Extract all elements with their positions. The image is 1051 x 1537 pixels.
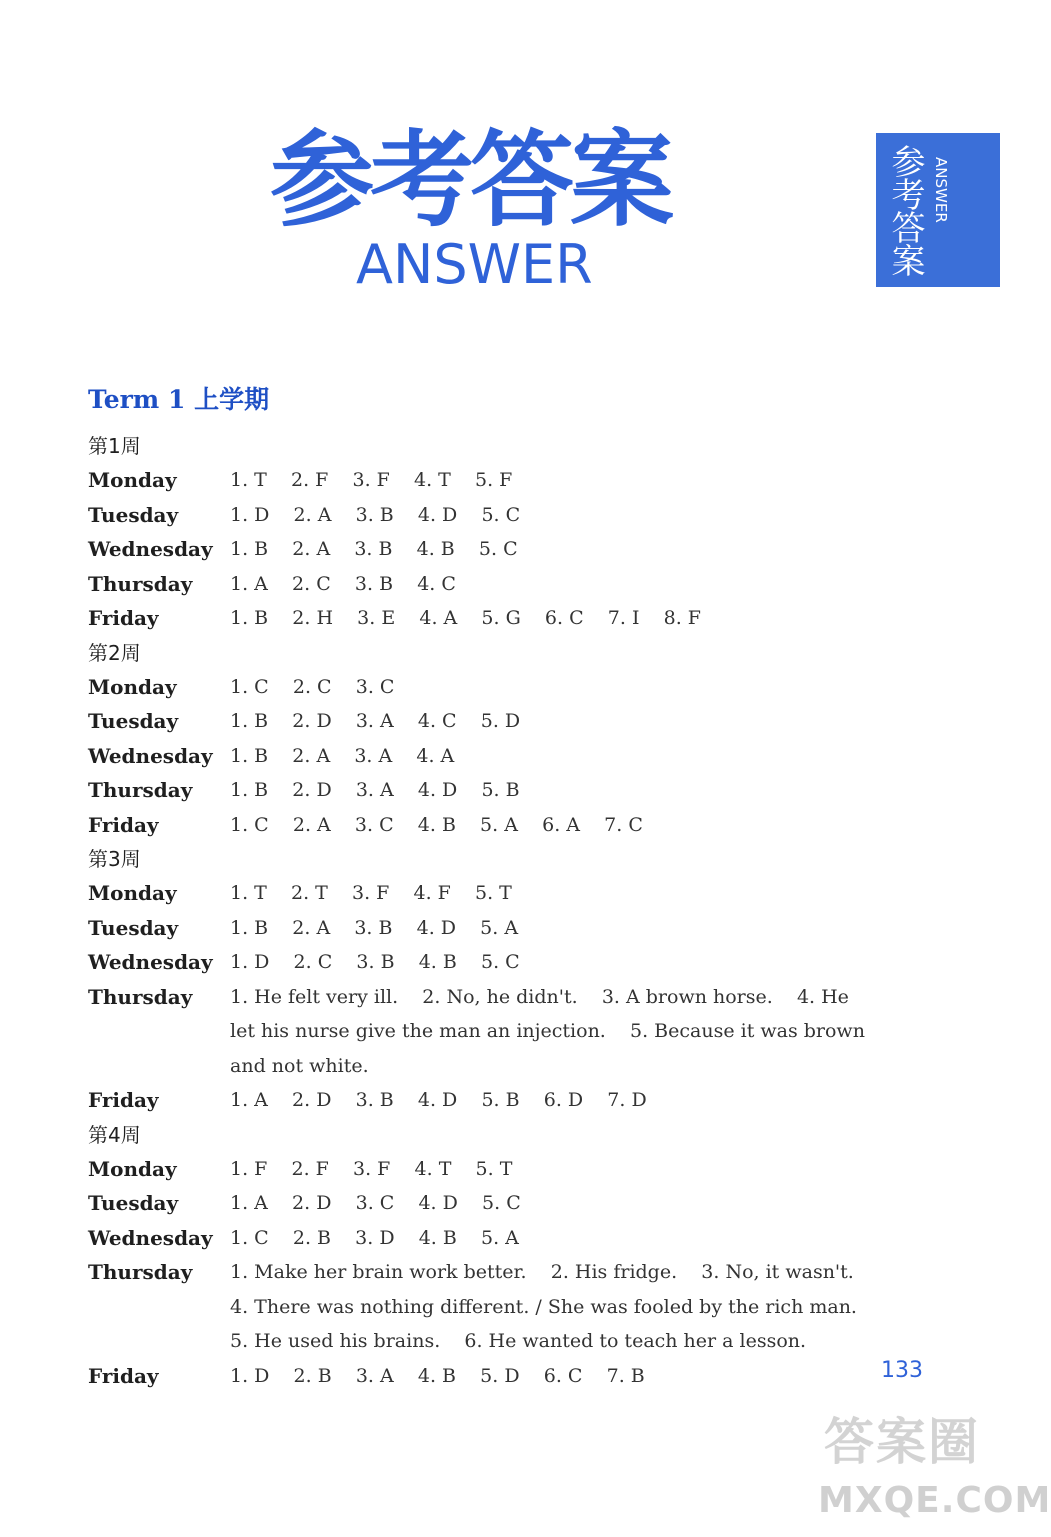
day-label: Friday: [88, 606, 159, 630]
day-label: Friday: [88, 1363, 159, 1388]
answer-row: [88, 876, 868, 911]
answer-text: 1. D 2. A 3. B 4. D 5. C: [230, 503, 521, 526]
answer-text: 1. F 2. F 3. F 4. T 5. T: [230, 1157, 513, 1180]
answer-row: [88, 808, 868, 843]
side-tab-label-chinese: 参考答案: [885, 144, 925, 276]
term-heading: Term 1 上学期: [88, 385, 270, 414]
answer-row: [88, 1221, 868, 1256]
day-label: Thursday: [88, 1260, 193, 1284]
answer-row: [88, 1186, 868, 1221]
answer-row: [88, 1152, 868, 1187]
answer-row: [88, 739, 868, 774]
day-label: Monday: [88, 881, 177, 905]
watermark-site: MXQE.COM: [818, 1480, 1051, 1521]
answer-text: 1. B 2. A 3. B 4. B 5. C: [230, 538, 518, 560]
day-label: Tuesday: [88, 709, 179, 733]
answer-row: [88, 498, 868, 533]
day-label: Thursday: [88, 778, 193, 802]
answer-text: 1. A 2. C 3. B 4. C: [230, 572, 456, 595]
answer-text: 1. He felt very ill. 2. No, he didn't. 3. A brown horse. 4. He let his nurse give the man an injection. 5. Because it was brown and not white.: [230, 985, 871, 1077]
answer-text: 1. C 2. B 3. D 4. B 5. A: [230, 1226, 519, 1249]
answer-row: [88, 911, 868, 946]
answer-text: 1. B 2. A 3. B 4. D 5. A: [230, 916, 519, 939]
answer-text: 1. B 2. D 3. A 4. D 5. B: [230, 779, 520, 801]
answer-row: [88, 980, 871, 1084]
day-label: Wednesday: [88, 950, 213, 974]
day-label: Monday: [88, 468, 177, 492]
answer-row: [88, 945, 868, 980]
day-label: Monday: [88, 1156, 177, 1181]
answer-row: [88, 773, 868, 808]
answer-row: [88, 1083, 868, 1118]
day-label: Thursday: [88, 571, 193, 596]
day-label: Friday: [88, 812, 159, 837]
answer-text: 1. T 2. F 3. F 4. T 5. F: [230, 469, 513, 491]
watermark-logo: 答案圈: [824, 1413, 980, 1471]
answer-row: [88, 1255, 868, 1359]
day-label: Wednesday: [88, 537, 213, 561]
week-label: 第3周: [88, 847, 141, 871]
week-label: 第2周: [88, 640, 141, 665]
answer-row: [88, 704, 868, 739]
answer-row: [88, 670, 868, 705]
page-number: 133: [881, 1358, 923, 1383]
answer-row: [88, 463, 868, 498]
answer-text: 1. D 2. C 3. B 4. B 5. C: [230, 951, 520, 973]
page-title-english: ANSWER: [356, 233, 593, 296]
day-label: Friday: [88, 1088, 159, 1112]
day-label: Tuesday: [88, 502, 179, 527]
answer-content: [88, 383, 871, 1393]
side-tab-label-english: ANSWER: [932, 157, 950, 223]
answer-row: [88, 532, 868, 567]
answer-text: 1. T 2. T 3. F 4. F 5. T: [230, 882, 512, 904]
day-label: Tuesday: [88, 1191, 179, 1215]
answer-row: [88, 567, 868, 602]
answer-text: 1. C 2. A 3. C 4. B 5. A 6. A 7. C: [230, 813, 643, 836]
day-label: Wednesday: [88, 1225, 213, 1250]
week-label: 第1周: [88, 434, 141, 458]
answer-text: 1. A 2. D 3. C 4. D 5. C: [230, 1192, 521, 1214]
answer-text: 1. Make her brain work better. 2. His fridge. 3. No, it wasn't. 4. There was nothing different. / She was fooled by the rich man. 5. He used his brains. 6. He wanted to teach her a lesson.: [230, 1261, 857, 1352]
answer-text: 1. B 2. D 3. A 4. C 5. D: [230, 710, 521, 732]
day-label: Tuesday: [88, 915, 179, 940]
day-label: Thursday: [88, 984, 193, 1009]
page-title-chinese: 参考答案: [270, 119, 671, 241]
day-label: Monday: [88, 674, 177, 699]
answer-text: 1. B 2. A 3. A 4. A: [230, 744, 455, 767]
week-label: 第4周: [88, 1122, 141, 1147]
answer-row: [88, 601, 868, 636]
answer-text: 1. A 2. D 3. B 4. D 5. B 6. D 7. D: [230, 1089, 647, 1111]
side-tab: [876, 133, 1000, 287]
answer-text: 1. D 2. B 3. A 4. B 5. D 6. C 7. B: [230, 1364, 645, 1387]
day-label: Wednesday: [88, 743, 213, 768]
answer-row: [88, 1359, 868, 1394]
answer-text: 1. C 2. C 3. C: [230, 675, 395, 698]
answer-text: 1. B 2. H 3. E 4. A 5. G 6. C 7. I 8. F: [230, 607, 701, 629]
